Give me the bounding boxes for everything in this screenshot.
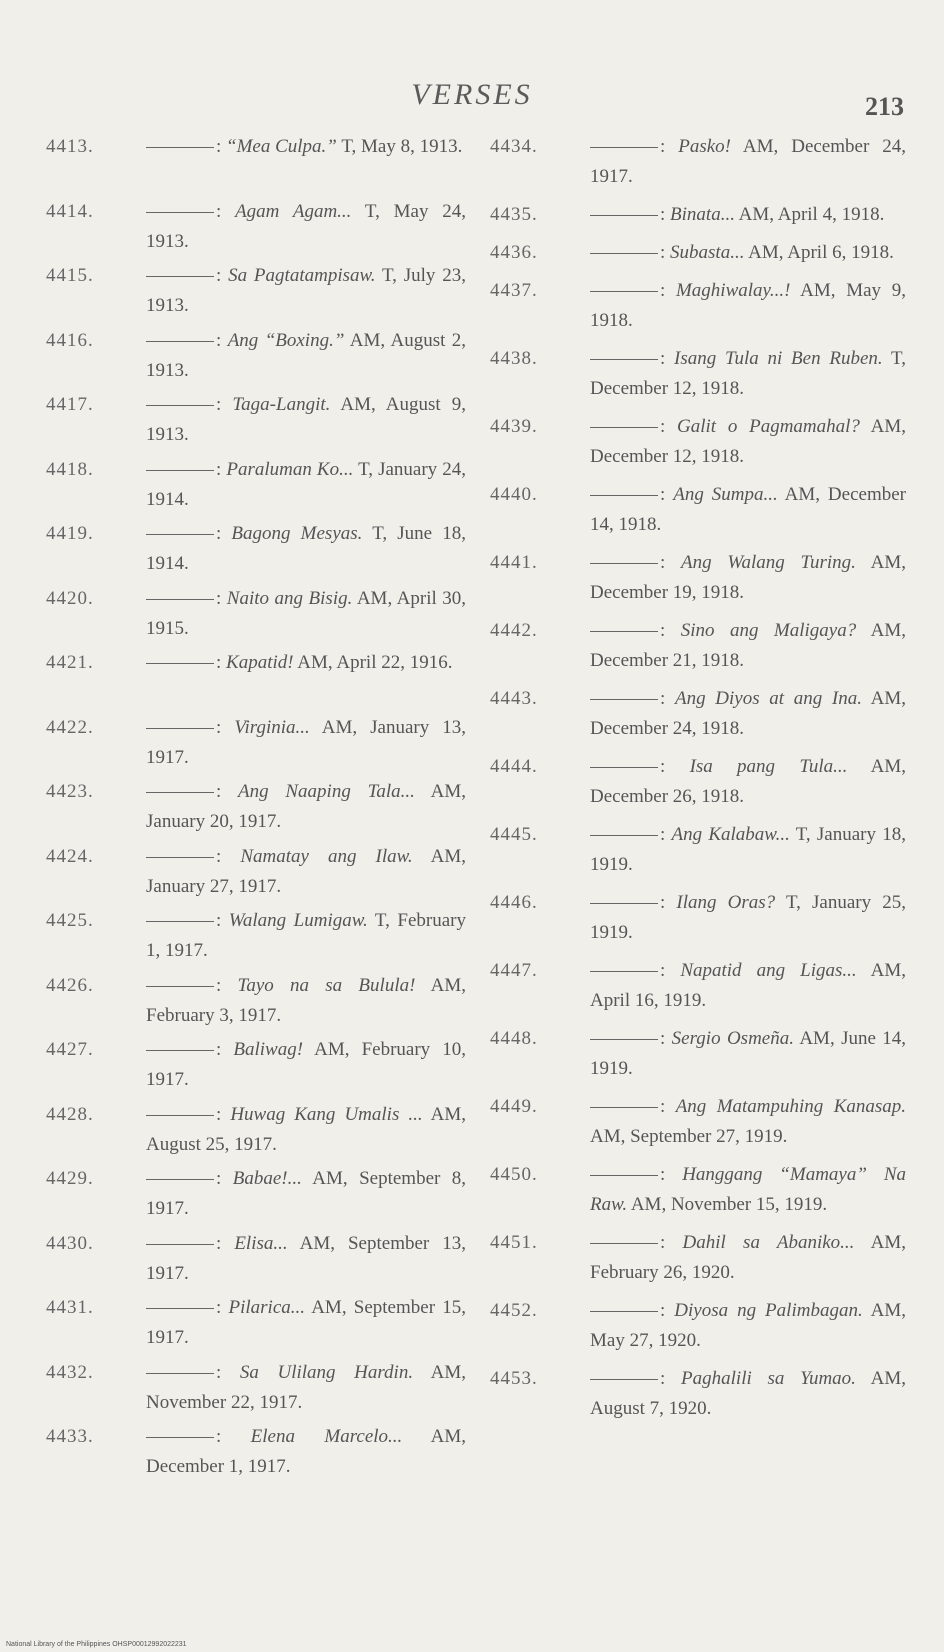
entry-title: Subasta... [670,242,745,263]
entry-source-date: AM, January 27, 1917. [146,845,467,897]
ditto-dash [590,1039,658,1040]
entry-source-date: T, May 8, 1913. [341,136,463,157]
ditto-dash [590,631,658,632]
ditto-dash [146,1308,214,1309]
entry-source-date: AM, August 2, 1913. [146,329,467,381]
footer-credit: National Library of the Philippines OHSP00012992022231 [6,1641,187,1648]
entry-source-date: AM, December 1, 1917. [146,1426,467,1477]
entry-number: 4429. [46,1168,94,1189]
bibliography-entry: 4444. : Isa pang Tula... AM, December 26, 1918. [490,752,906,812]
ditto-dash [590,427,658,428]
ditto-dash [146,1050,214,1051]
entry-source-date: T, July 23, 1913. [146,265,466,316]
entry-number: 4450. [490,1164,538,1185]
entry-number: 4444. [490,756,538,777]
entry-source-date: T, December 12, 1918. [590,348,906,399]
entry-title: Ang Walang Turing. [681,552,856,573]
ditto-dash [590,147,658,148]
ditto-dash [146,599,214,600]
entry-source-date: AM, December 21, 1918. [590,620,907,671]
entry-source-date: AM, February 26, 1920. [590,1232,906,1283]
entry-source-date: T, January 25, 1919. [590,892,906,943]
entry-title: Ang Diyos at ang Ina. [674,688,862,709]
entry-source-date: AM, April 4, 1918. [738,204,885,225]
bibliography-entry: 4443. : Ang Diyos at ang Ina. AM, December 24, 1918. [490,684,906,744]
entry-source-date: AM, August 7, 1920. [590,1368,907,1419]
bibliography-entry: 4425. : Walang Lumigaw. T, February 1, 1917. [46,906,466,966]
entry-title: Diyosa ng Palimbagan. [674,1300,863,1321]
entry-source-date: AM, September 15, 1917. [146,1297,466,1348]
ditto-dash [146,534,214,535]
entry-number: 4426. [46,974,94,996]
entry-title: Virginia... [234,716,310,738]
bibliography-entry: 4427. : Baliwag! AM, February 10, 1917. [46,1035,466,1095]
entry-title: Binata... [670,204,735,225]
entry-number: 4417. [46,394,94,415]
entry-title: Naito ang Bisig. [226,587,353,609]
bibliography-entry: 4413. : “Mea Culpa.” T, May 8, 1913. [46,132,466,192]
entry-source-date: AM, February 3, 1917. [146,974,466,1026]
entry-title: Huwag Kang Umalis ... [230,1103,423,1125]
ditto-dash [146,986,214,987]
bibliography-entry: 4423. : Ang Naaping Tala... AM, January 20, 1917. [46,777,466,837]
ditto-dash [590,903,658,904]
entry-source-date: AM, April 16, 1919. [590,960,907,1011]
bibliography-entry: 4420. : Naito ang Bisig. AM, April 30, 1915. [46,584,466,644]
entry-number: 4431. [46,1297,94,1318]
entry-source-date: T, June 18, 1914. [146,523,466,574]
bibliography-entry: 4421. : Kapatid! AM, April 22, 1916. [46,648,466,708]
entry-source-date: AM, November 22, 1917. [146,1361,467,1413]
entry-source-date: AM, April 30, 1915. [146,587,467,639]
ditto-dash [146,276,214,277]
entry-title: Pilarica... [228,1297,306,1318]
ditto-dash [146,1115,214,1116]
entry-number: 4420. [46,587,94,609]
ditto-dash [146,1437,214,1438]
bibliography-entry: 4422. : Virginia... AM, January 13, 1917. [46,713,466,773]
ditto-dash [590,767,658,768]
bibliography-entry: 4414. : Agam Agam... T, May 24, 1913. [46,197,466,257]
entry-number: 4442. [490,620,538,641]
entry-source-date: AM, November 15, 1919. [630,1194,828,1215]
ditto-dash [146,1179,214,1180]
bibliography-entry: 4429. : Babae!... AM, September 8, 1917. [46,1164,466,1224]
ditto-dash [590,215,658,216]
bibliography-entry: 4452. : Diyosa ng Palimbagan. AM, May 27, 1920. [490,1296,906,1356]
entry-title: Walang Lumigaw. [228,910,368,931]
ditto-dash [146,728,214,729]
right-column [490,132,906,1432]
ditto-dash [146,470,214,471]
bibliography-entry: 4445. : Ang Kalabaw... T, January 18, 1919. [490,820,906,880]
entry-title: Baliwag! [233,1039,304,1060]
entry-title: Isa pang Tula... [689,756,848,777]
entry-title: Namatay ang Ilaw. [240,845,413,867]
entry-title: Ang Sumpa... [673,484,778,505]
entry-title: Taga-Langit. [232,394,331,415]
bibliography-entry: 4439. : Galit o Pagmamahal? AM, December 12, 1918. [490,412,906,472]
entry-source-date: AM, December 26, 1918. [590,756,906,807]
entry-number: 4451. [490,1232,538,1253]
bibliography-entry: 4451. : Dahil sa Abaniko... AM, February 26, 1920. [490,1228,906,1288]
entry-source-date: AM, December 14, 1918. [590,484,906,535]
ditto-dash [590,1379,658,1380]
entry-source-date: AM, September 27, 1919. [590,1126,788,1147]
bibliography-entry: 4447. : Napatid ang Ligas... AM, April 16, 1919. [490,956,906,1016]
ditto-dash [590,1311,658,1312]
entry-number: 4449. [490,1096,538,1117]
entry-source-date: AM, December 12, 1918. [590,416,906,467]
entry-title: Kapatid! [226,652,294,673]
entry-source-date: AM, May 9, 1918. [590,280,907,331]
entry-number: 4445. [490,824,538,845]
entry-title: Napatid ang Ligas... [680,960,857,981]
entry-number: 4414. [46,200,94,222]
bibliography-entry: 4440. : Ang Sumpa... AM, December 14, 1918. [490,480,906,540]
bibliography-entry: 4449. : Ang Matampuhing Kanasap. AM, September 27, 1919. [490,1092,906,1152]
entry-source-date: AM, February 10, 1917. [146,1039,467,1090]
ditto-dash [146,212,214,213]
entry-source-date: AM, January 20, 1917. [146,781,467,832]
entry-title: Babae!... [232,1168,302,1189]
entry-source-date: AM, August 9, 1913. [146,394,467,445]
entry-title: Elena Marcelo... [250,1426,403,1447]
entry-title: Sino ang Maligaya? [680,620,857,641]
entry-title: Ilang Oras? [676,892,776,913]
left-column [46,132,466,1487]
bibliography-entry: 4418. : Paraluman Ko... T, January 24, 1914. [46,455,466,515]
bibliography-entry: 4433. : Elena Marcelo... AM, December 1, 1917. [46,1422,466,1482]
entry-source-date: T, January 18, 1919. [590,824,906,875]
ditto-dash [146,663,214,664]
entry-number: 4436. [490,242,538,263]
ditto-dash [590,699,658,700]
bibliography-entry: 4428. : Huwag Kang Umalis ... AM, August 25, 1917. [46,1100,466,1160]
entry-number: 4427. [46,1039,94,1060]
entry-title: Elisa... [234,1232,288,1254]
ditto-dash [590,971,658,972]
bibliography-entry: 4417. : Taga-Langit. AM, August 9, 1913. [46,390,466,450]
bibliography-entry: 4430. : Elisa... AM, September 13, 1917. [46,1229,466,1289]
ditto-dash [146,405,214,406]
entry-number: 4419. [46,523,94,544]
entry-title: Ang Naaping Tala... [238,781,415,802]
bibliography-entry: 4435. : Binata... AM, April 4, 1918. [490,200,906,230]
bibliography-entry: 4431. : Pilarica... AM, September 15, 1917. [46,1293,466,1353]
bibliography-entry: 4419. : Bagong Mesyas. T, June 18, 1914. [46,519,466,579]
bibliography-entry: 4437. : Maghiwalay...! AM, May 9, 1918. [490,276,906,336]
ditto-dash [146,341,214,342]
entry-number: 4452. [490,1300,538,1321]
entry-title: Dahil sa Abaniko... [682,1232,855,1253]
entry-source-date: AM, December 24, 1917. [590,136,906,187]
ditto-dash [146,921,214,922]
entry-source-date: AM, April 6, 1918. [748,242,894,263]
entry-title: Hanggang “Mamaya” Na Raw. [590,1164,906,1215]
entry-number: 4424. [46,845,94,867]
ditto-dash [590,835,658,836]
entry-title: Isang Tula ni Ben Ruben. [674,348,883,369]
entry-title: Sa Pagtatampisaw. [228,265,376,286]
ditto-dash [590,291,658,292]
entry-title: Paghalili sa Yumao. [681,1368,856,1389]
ditto-dash [146,1244,214,1245]
ditto-dash [146,792,214,793]
page-heading: VERSES [411,78,533,111]
entry-number: 4428. [46,1103,94,1125]
entry-title: Ang Kalabaw... [671,824,790,845]
entry-number: 4443. [490,688,538,709]
bibliography-entry: 4450. : Hanggang “Mamaya” Na Raw. AM, November 15, 1919. [490,1160,906,1220]
entry-number: 4432. [46,1361,94,1383]
entry-source-date: AM, December 19, 1918. [590,552,907,603]
entry-title: Galit o Pagmamahal? [677,416,860,437]
bibliography-entry: 4453. : Paghalili sa Yumao. AM, August 7, 1920. [490,1364,906,1424]
entry-number: 4418. [46,458,94,480]
bibliography-entry: 4434. : Pasko! AM, December 24, 1917. [490,132,906,192]
entry-source-date: AM, May 27, 1920. [590,1300,907,1351]
entry-number: 4435. [490,204,538,225]
entry-title: Ang “Boxing.” [227,329,345,351]
bibliography-entry: 4416. : Ang “Boxing.” AM, August 2, 1913. [46,326,466,386]
entry-number: 4416. [46,329,94,351]
entry-source-date: AM, December 24, 1918. [590,688,907,739]
entry-number: 4415. [46,265,94,286]
entry-number: 4439. [490,416,538,437]
bibliography-entry: 4441. : Ang Walang Turing. AM, December 19, 1918. [490,548,906,608]
entry-source-date: AM, September 8, 1917. [146,1168,467,1219]
ditto-dash [590,1243,658,1244]
page-number: 213 [865,92,904,121]
entry-number: 4437. [490,280,538,301]
bibliography-entry: 4446. : Ilang Oras? T, January 25, 1919. [490,888,906,948]
entry-number: 4448. [490,1028,538,1049]
entry-number: 4447. [490,960,538,981]
entry-number: 4430. [46,1232,94,1254]
entry-number: 4423. [46,781,94,802]
bibliography-entry: 4424. : Namatay ang Ilaw. AM, January 27, 1917. [46,842,466,902]
entry-title: Pasko! [678,136,731,157]
ditto-dash [590,495,658,496]
entry-title: Sergio Osmeña. [671,1028,794,1049]
entry-source-date: AM, August 25, 1917. [146,1103,467,1155]
entry-title: Agam Agam... [235,200,352,222]
entry-source-date: T, January 24, 1914. [146,458,466,510]
bibliography-entry: 4426. : Tayo na sa Bulula! AM, February 3, 1917. [46,971,466,1031]
entry-number: 4422. [46,716,94,738]
bibliography-entry: 4442. : Sino ang Maligaya? AM, December 21, 1918. [490,616,906,676]
entry-number: 4434. [490,136,538,157]
entry-number: 4441. [490,552,538,573]
ditto-dash [590,359,658,360]
entry-title: Tayo na sa Bulula! [237,974,416,996]
entry-source-date: AM, April 22, 1916. [297,652,453,673]
entry-title: Bagong Mesyas. [231,523,363,544]
entry-number: 4433. [46,1426,94,1447]
entry-number: 4425. [46,910,94,931]
entry-number: 4413. [46,136,94,157]
ditto-dash [590,1107,658,1108]
entry-number: 4446. [490,892,538,913]
bibliography-entry: 4436. : Subasta... AM, April 6, 1918. [490,238,906,268]
entry-source-date: AM, June 14, 1919. [590,1028,907,1079]
bibliography-entry: 4438. : Isang Tula ni Ben Ruben. T, December 12, 1918. [490,344,906,404]
entry-number: 4440. [490,484,538,505]
ditto-dash [590,1175,658,1176]
ditto-dash [146,147,214,148]
entry-source-date: T, May 24, 1913. [146,200,466,252]
entry-title: Maghiwalay...! [675,280,791,301]
bibliography-entry: 4432. : Sa Ulilang Hardin. AM, November 22, 1917. [46,1358,466,1418]
ditto-dash [590,253,658,254]
entry-number: 4421. [46,652,94,673]
bibliography-entry: 4448. : Sergio Osmeña. AM, June 14, 1919. [490,1024,906,1084]
entry-title: Ang Matampuhing Kanasap. [675,1096,907,1117]
entry-number: 4438. [490,348,538,369]
entry-title: Sa Ulilang Hardin. [239,1361,414,1383]
bibliography-entry: 4415. : Sa Pagtatampisaw. T, July 23, 1913. [46,261,466,321]
entry-source-date: AM, January 13, 1917. [146,716,467,768]
entry-source-date: T, February 1, 1917. [146,910,466,961]
entry-title: “Mea Culpa.” [226,136,337,157]
entry-number: 4453. [490,1368,538,1389]
ditto-dash [590,563,658,564]
entry-source-date: AM, September 13, 1917. [146,1232,467,1284]
entry-title: Paraluman Ko... [226,458,354,480]
ditto-dash [146,857,214,858]
ditto-dash [146,1373,214,1374]
